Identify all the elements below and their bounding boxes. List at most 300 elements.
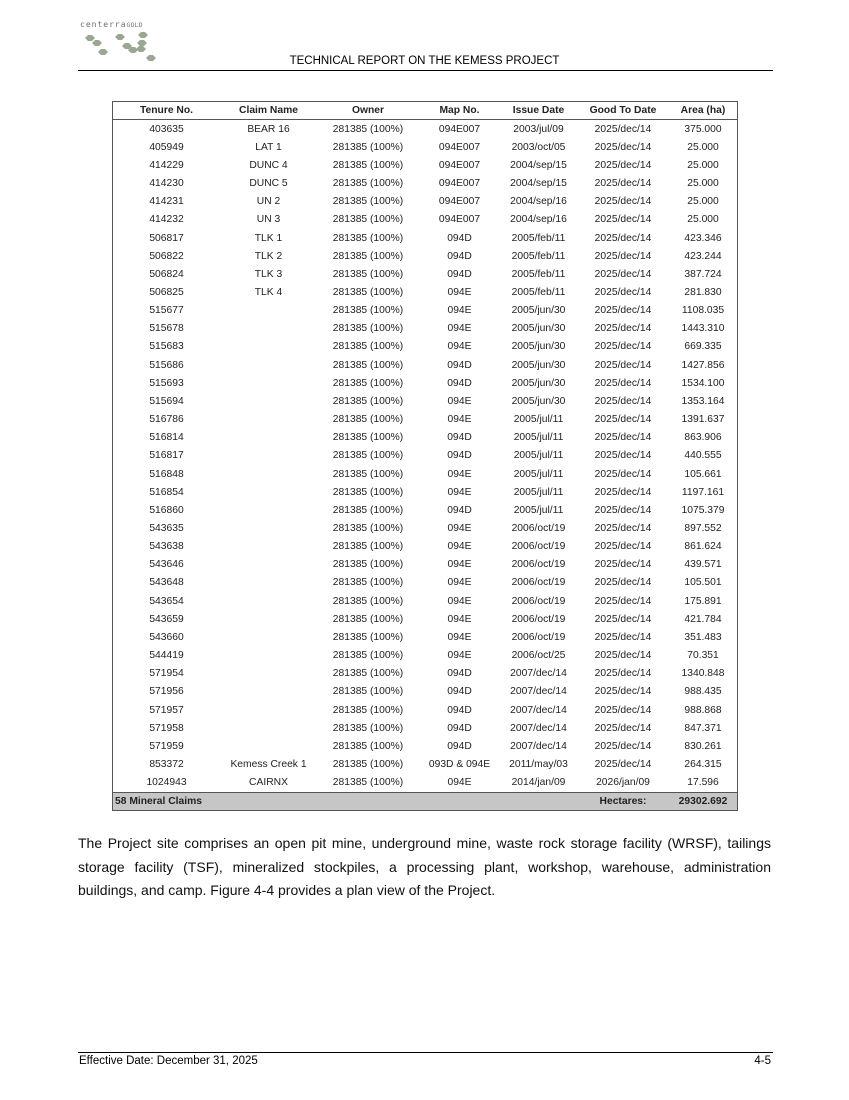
issue-date-cell: 2006/oct/19: [511, 541, 566, 553]
logo-text: centerra: [80, 20, 127, 29]
issue-date-cell: 2007/dec/14: [510, 740, 567, 752]
area-cell: 1075.379: [681, 504, 725, 516]
area-cell: 105.661: [684, 468, 722, 480]
tenure-no-cell: 414229: [149, 159, 184, 171]
owner-cell: 281385 (100%): [332, 323, 404, 335]
issue-date-cell: 2005/jul/11: [513, 450, 564, 462]
map-no-cell: 093D & 094E: [428, 759, 491, 771]
map-no-cell: 094D: [447, 704, 472, 716]
column-header-map-no: Map No.: [419, 102, 500, 120]
issue-date-cell: 2005/feb/11: [511, 286, 566, 298]
claim-name-cell: [220, 556, 317, 574]
good-to-date-cell: 2025/dec/14: [594, 759, 652, 771]
claim-name-cell: TLK 3: [254, 268, 283, 280]
column-header-owner: Owner: [317, 102, 419, 120]
issue-date-cell: 2006/oct/19: [511, 559, 566, 571]
owner-cell: 281385 (100%): [332, 123, 404, 135]
owner-cell: 281385 (100%): [332, 631, 404, 643]
tenure-no-cell: 506825: [149, 286, 184, 298]
map-no-cell: 094E: [447, 414, 472, 426]
tenure-no-cell: 414230: [149, 178, 184, 190]
map-no-cell: 094D: [447, 722, 472, 734]
table-row: [113, 120, 737, 139]
good-to-date-cell: 2025/dec/14: [594, 541, 652, 553]
claim-name-cell: [220, 338, 317, 356]
owner-cell: 281385 (100%): [332, 777, 404, 789]
issue-date-cell: 2006/oct/19: [511, 613, 566, 625]
map-no-cell: 094E: [447, 341, 472, 353]
map-no-cell: 094D: [447, 232, 472, 244]
table-row: [113, 193, 737, 211]
issue-date-cell: 2006/oct/19: [511, 577, 566, 589]
tenure-no-cell: 516817: [149, 450, 184, 462]
claim-name-cell: [220, 574, 317, 592]
owner-cell: 281385 (100%): [332, 722, 404, 734]
area-cell: 105.501: [684, 577, 722, 589]
tenure-no-cell: 543659: [149, 613, 184, 625]
good-to-date-cell: 2025/dec/14: [594, 595, 652, 607]
map-no-cell: 094E: [447, 286, 472, 298]
issue-date-cell: 2007/dec/14: [510, 722, 567, 734]
issue-date-cell: 2005/jun/30: [511, 341, 566, 353]
map-no-cell: 094D: [447, 740, 472, 752]
area-cell: 988.868: [684, 704, 722, 716]
table-header-row: [113, 102, 737, 120]
table-row: [113, 356, 737, 374]
owner-cell: 281385 (100%): [332, 559, 404, 571]
area-cell: 1197.161: [681, 486, 725, 498]
area-cell: 375.000: [684, 123, 722, 135]
claim-name-cell: [220, 683, 317, 701]
good-to-date-cell: 2025/dec/14: [594, 486, 652, 498]
good-to-date-cell: 2025/dec/14: [594, 232, 652, 244]
issue-date-cell: 2005/jul/11: [513, 414, 564, 426]
area-cell: 25.000: [687, 159, 719, 171]
claim-name-cell: CAIRNX: [249, 777, 288, 789]
table-row: [113, 774, 737, 793]
good-to-date-cell: 2025/dec/14: [594, 141, 652, 153]
map-no-cell: 094D: [447, 268, 472, 280]
area-cell: 847.371: [684, 722, 722, 734]
issue-date-cell: 2003/oct/05: [511, 141, 566, 153]
claim-name-cell: [220, 465, 317, 483]
header-divider: [78, 70, 773, 71]
area-cell: 1340.848: [681, 668, 725, 680]
claim-name-cell: [220, 647, 317, 665]
issue-date-cell: 2005/jun/30: [511, 395, 566, 407]
issue-date-cell: 2004/sep/15: [510, 178, 567, 190]
good-to-date-cell: 2025/dec/14: [594, 722, 652, 734]
map-no-cell: 094E007: [438, 196, 481, 208]
owner-cell: 281385 (100%): [332, 486, 404, 498]
tenure-no-cell: 571959: [149, 740, 184, 752]
table-row: [113, 302, 737, 320]
tenure-no-cell: 571954: [149, 668, 184, 680]
tenure-no-cell: 516854: [149, 486, 184, 498]
tenure-no-cell: 543654: [149, 595, 184, 607]
tenure-no-cell: 516814: [149, 432, 184, 444]
map-no-cell: 094E007: [438, 178, 481, 190]
column-header-area: Area (ha): [669, 102, 737, 120]
tenure-no-cell: 515678: [149, 323, 184, 335]
claim-name-cell: [220, 610, 317, 628]
table-row: [113, 683, 737, 701]
area-cell: 1391.637: [681, 414, 725, 426]
claim-name-cell: [220, 392, 317, 410]
column-header-issue-date: Issue Date: [500, 102, 577, 120]
tenure-no-cell: 516786: [149, 414, 184, 426]
claim-name-cell: BEAR 16: [247, 123, 290, 135]
area-cell: 421.784: [684, 613, 722, 625]
total-row-empty-cell: [500, 793, 577, 811]
owner-cell: 281385 (100%): [332, 341, 404, 353]
claim-name-cell: TLK 1: [254, 232, 283, 244]
area-cell: 423.346: [684, 232, 722, 244]
tenure-no-cell: 544419: [149, 650, 184, 662]
total-hectares-label: Hectares:: [577, 793, 669, 811]
table-row: [113, 447, 737, 465]
owner-cell: 281385 (100%): [332, 523, 404, 535]
area-cell: 669.335: [684, 341, 722, 353]
table-row: [113, 465, 737, 483]
area-cell: 25.000: [687, 141, 719, 153]
claim-name-cell: [220, 501, 317, 519]
issue-date-cell: 2006/oct/19: [511, 631, 566, 643]
map-no-cell: 094D: [447, 377, 472, 389]
good-to-date-cell: 2025/dec/14: [594, 450, 652, 462]
good-to-date-cell: 2025/dec/14: [594, 196, 652, 208]
table-row: [113, 429, 737, 447]
table-row: [113, 755, 737, 773]
effective-date: Effective Date: December 31, 2025: [79, 1055, 258, 1067]
owner-cell: 281385 (100%): [332, 214, 404, 226]
good-to-date-cell: 2025/dec/14: [594, 523, 652, 535]
table-row: [113, 501, 737, 519]
owner-cell: 281385 (100%): [332, 377, 404, 389]
issue-date-cell: 2004/sep/16: [510, 214, 567, 226]
area-cell: 897.552: [684, 523, 722, 535]
owner-cell: 281385 (100%): [332, 577, 404, 589]
table-row: [113, 592, 737, 610]
claim-name-cell: Kemess Creek 1: [230, 759, 307, 771]
issue-date-cell: 2007/dec/14: [510, 668, 567, 680]
owner-cell: 281385 (100%): [332, 414, 404, 426]
owner-cell: 281385 (100%): [332, 250, 404, 262]
issue-date-cell: 2005/jun/30: [511, 323, 566, 335]
table-row: [113, 628, 737, 646]
owner-cell: 281385 (100%): [332, 286, 404, 298]
tenure-no-cell: 515683: [149, 341, 184, 353]
claim-name-cell: [220, 628, 317, 646]
tenure-no-cell: 414231: [149, 196, 184, 208]
tenure-no-cell: 543648: [149, 577, 184, 589]
area-cell: 264.315: [684, 759, 722, 771]
tenure-no-cell: 506822: [149, 250, 184, 262]
good-to-date-cell: 2025/dec/14: [594, 686, 652, 698]
column-header-good-to-date: Good To Date: [577, 102, 669, 120]
area-cell: 830.261: [684, 740, 722, 752]
claim-name-cell: [220, 592, 317, 610]
owner-cell: 281385 (100%): [332, 141, 404, 153]
map-no-cell: 094E007: [438, 141, 481, 153]
good-to-date-cell: 2025/dec/14: [594, 650, 652, 662]
logo-wordmark: [80, 20, 143, 29]
owner-cell: 281385 (100%): [332, 450, 404, 462]
claim-name-cell: DUNC 4: [249, 159, 288, 171]
map-no-cell: 094E007: [438, 123, 481, 135]
good-to-date-cell: 2025/dec/14: [594, 668, 652, 680]
tenure-no-cell: 543638: [149, 541, 184, 553]
table-row: [113, 556, 737, 574]
good-to-date-cell: 2025/dec/14: [594, 341, 652, 353]
good-to-date-cell: 2025/dec/14: [594, 432, 652, 444]
claim-name-cell: TLK 4: [254, 286, 283, 298]
issue-date-cell: 2005/feb/11: [511, 250, 566, 262]
map-no-cell: 094E: [447, 777, 472, 789]
claim-name-cell: [220, 320, 317, 338]
owner-cell: 281385 (100%): [332, 740, 404, 752]
table-row: [113, 374, 737, 392]
table-row: [113, 647, 737, 665]
area-cell: 440.555: [684, 450, 722, 462]
tenure-no-cell: 571957: [149, 704, 184, 716]
mineral-claims-table: [112, 101, 738, 811]
claim-name-cell: [220, 483, 317, 501]
area-cell: 70.351: [687, 650, 719, 662]
owner-cell: 281385 (100%): [332, 668, 404, 680]
table-row: [113, 338, 737, 356]
owner-cell: 281385 (100%): [332, 196, 404, 208]
owner-cell: 281385 (100%): [332, 268, 404, 280]
good-to-date-cell: 2025/dec/14: [594, 377, 652, 389]
map-no-cell: 094E: [447, 305, 472, 317]
good-to-date-cell: 2025/dec/14: [594, 704, 652, 716]
claim-name-cell: [220, 665, 317, 683]
area-cell: 25.000: [687, 196, 719, 208]
map-no-cell: 094E007: [438, 214, 481, 226]
tenure-no-cell: 543660: [149, 631, 184, 643]
map-no-cell: 094E: [447, 559, 472, 571]
table-row: [113, 392, 737, 410]
table-row: [113, 411, 737, 429]
table-row: [113, 138, 737, 156]
issue-date-cell: 2006/oct/19: [511, 523, 566, 535]
good-to-date-cell: 2025/dec/14: [594, 323, 652, 335]
table-row: [113, 211, 737, 229]
total-row-empty-cell: [317, 793, 419, 811]
owner-cell: 281385 (100%): [332, 650, 404, 662]
map-no-cell: 094E: [447, 468, 472, 480]
map-no-cell: 094D: [447, 432, 472, 444]
issue-date-cell: 2005/jul/11: [513, 468, 564, 480]
table-body: [113, 120, 737, 793]
column-header-tenure-no: Tenure No.: [113, 102, 220, 120]
claim-name-cell: [220, 374, 317, 392]
area-cell: 863.906: [684, 432, 722, 444]
table-row: [113, 156, 737, 174]
issue-date-cell: 2005/jun/30: [511, 359, 566, 371]
claim-name-cell: TLK 2: [254, 250, 283, 262]
tenure-no-cell: 506824: [149, 268, 184, 280]
table-row: [113, 574, 737, 592]
tenure-no-cell: 515686: [149, 359, 184, 371]
good-to-date-cell: 2025/dec/14: [594, 159, 652, 171]
owner-cell: 281385 (100%): [332, 504, 404, 516]
tenure-no-cell: 516848: [149, 468, 184, 480]
area-cell: 25.000: [687, 178, 719, 190]
owner-cell: 281385 (100%): [332, 541, 404, 553]
tenure-no-cell: 853372: [149, 759, 184, 771]
column-header-claim-name: Claim Name: [220, 102, 317, 120]
claim-name-cell: UN 3: [256, 214, 281, 226]
map-no-cell: 094D: [447, 504, 472, 516]
good-to-date-cell: 2025/dec/14: [594, 504, 652, 516]
report-title: TECHNICAL REPORT ON THE KEMESS PROJECT: [289, 55, 560, 67]
table-row: [113, 665, 737, 683]
table-row: [113, 265, 737, 283]
owner-cell: 281385 (100%): [332, 595, 404, 607]
map-no-cell: 094E: [447, 595, 472, 607]
map-no-cell: 094D: [447, 668, 472, 680]
area-cell: 387.724: [684, 268, 722, 280]
table-row: [113, 229, 737, 247]
footer-divider: [78, 1052, 773, 1053]
tenure-no-cell: 414232: [149, 214, 184, 226]
table-row: [113, 701, 737, 719]
logo-subtext: GOLD: [126, 22, 143, 29]
area-cell: 1534.100: [681, 377, 725, 389]
good-to-date-cell: 2025/dec/14: [594, 178, 652, 190]
good-to-date-cell: 2025/dec/14: [594, 123, 652, 135]
map-no-cell: 094D: [447, 450, 472, 462]
owner-cell: 281385 (100%): [332, 359, 404, 371]
owner-cell: 281385 (100%): [332, 759, 404, 771]
tenure-no-cell: 403635: [149, 123, 184, 135]
area-cell: 1108.035: [681, 305, 725, 317]
owner-cell: 281385 (100%): [332, 178, 404, 190]
tenure-no-cell: 1024943: [146, 777, 187, 789]
issue-date-cell: 2005/jun/30: [511, 377, 566, 389]
table-row: [113, 538, 737, 556]
claim-name-cell: [220, 302, 317, 320]
claim-name-cell: [220, 538, 317, 556]
table-row: [113, 610, 737, 628]
map-no-cell: 094E: [447, 541, 472, 553]
page-number: 4-5: [754, 1055, 771, 1067]
issue-date-cell: 2006/oct/19: [511, 595, 566, 607]
claim-name-cell: [220, 719, 317, 737]
table-row: [113, 320, 737, 338]
table-row: [113, 483, 737, 501]
issue-date-cell: 2005/feb/11: [511, 232, 566, 244]
claim-name-cell: LAT 1: [255, 141, 282, 153]
area-cell: 1443.310: [681, 323, 725, 335]
map-no-cell: 094E: [447, 631, 472, 643]
owner-cell: 281385 (100%): [332, 613, 404, 625]
area-cell: 281.830: [684, 286, 722, 298]
map-no-cell: 094D: [447, 359, 472, 371]
good-to-date-cell: 2025/dec/14: [594, 250, 652, 262]
claim-name-cell: [220, 737, 317, 755]
tenure-no-cell: 543635: [149, 523, 184, 535]
tenure-no-cell: 405949: [149, 141, 184, 153]
issue-date-cell: 2005/feb/11: [511, 268, 566, 280]
claim-name-cell: [220, 447, 317, 465]
tenure-no-cell: 571956: [149, 686, 184, 698]
issue-date-cell: 2005/jul/11: [513, 486, 564, 498]
claims-count: 58 Mineral Claims: [113, 793, 317, 811]
map-no-cell: 094D: [447, 250, 472, 262]
tenure-no-cell: 515693: [149, 377, 184, 389]
issue-date-cell: 2004/sep/15: [510, 159, 567, 171]
good-to-date-cell: 2025/dec/14: [594, 613, 652, 625]
good-to-date-cell: 2025/dec/14: [594, 559, 652, 571]
issue-date-cell: 2004/sep/16: [510, 196, 567, 208]
total-row-empty-cell: [419, 793, 500, 811]
good-to-date-cell: 2025/dec/14: [594, 740, 652, 752]
owner-cell: 281385 (100%): [332, 305, 404, 317]
owner-cell: 281385 (100%): [332, 432, 404, 444]
good-to-date-cell: 2025/dec/14: [594, 577, 652, 589]
area-cell: 175.891: [684, 595, 722, 607]
area-cell: 17.596: [687, 777, 719, 789]
table-total-row: [113, 793, 737, 811]
issue-date-cell: 2007/dec/14: [510, 686, 567, 698]
issue-date-cell: 2006/oct/25: [511, 650, 566, 662]
tenure-no-cell: 515677: [149, 305, 184, 317]
area-cell: 988.435: [684, 686, 722, 698]
tenure-no-cell: 571958: [149, 722, 184, 734]
tenure-no-cell: 515694: [149, 395, 184, 407]
map-no-cell: 094E: [447, 323, 472, 335]
good-to-date-cell: 2025/dec/14: [594, 395, 652, 407]
issue-date-cell: 2014/jan/09: [511, 777, 566, 789]
table-row: [113, 737, 737, 755]
map-no-cell: 094E: [447, 577, 472, 589]
area-cell: 25.000: [687, 214, 719, 226]
issue-date-cell: 2005/jul/11: [513, 504, 564, 516]
issue-date-cell: 2011/may/03: [509, 759, 568, 771]
table-row: [113, 174, 737, 192]
good-to-date-cell: 2025/dec/14: [594, 414, 652, 426]
total-hectares-value: 29302.692: [669, 793, 737, 811]
map-no-cell: 094E: [447, 523, 472, 535]
issue-date-cell: 2005/jun/30: [511, 305, 566, 317]
owner-cell: 281385 (100%): [332, 395, 404, 407]
area-cell: 1353.164: [681, 395, 725, 407]
good-to-date-cell: 2026/jan/09: [596, 777, 650, 789]
issue-date-cell: 2005/jul/11: [513, 432, 564, 444]
area-cell: 423.244: [684, 250, 722, 262]
claim-name-cell: [220, 701, 317, 719]
claim-name-cell: [220, 519, 317, 537]
owner-cell: 281385 (100%): [332, 159, 404, 171]
good-to-date-cell: 2025/dec/14: [594, 359, 652, 371]
table-row: [113, 283, 737, 301]
good-to-date-cell: 2025/dec/14: [594, 468, 652, 480]
claim-name-cell: DUNC 5: [249, 178, 288, 190]
claim-name-cell: UN 2: [256, 196, 281, 208]
map-no-cell: 094E007: [438, 159, 481, 171]
issue-date-cell: 2007/dec/14: [510, 704, 567, 716]
map-no-cell: 094D: [447, 686, 472, 698]
area-cell: 861.624: [684, 541, 722, 553]
map-no-cell: 094E: [447, 486, 472, 498]
good-to-date-cell: 2025/dec/14: [594, 305, 652, 317]
tenure-no-cell: 516860: [149, 504, 184, 516]
owner-cell: 281385 (100%): [332, 704, 404, 716]
claim-name-cell: [220, 411, 317, 429]
